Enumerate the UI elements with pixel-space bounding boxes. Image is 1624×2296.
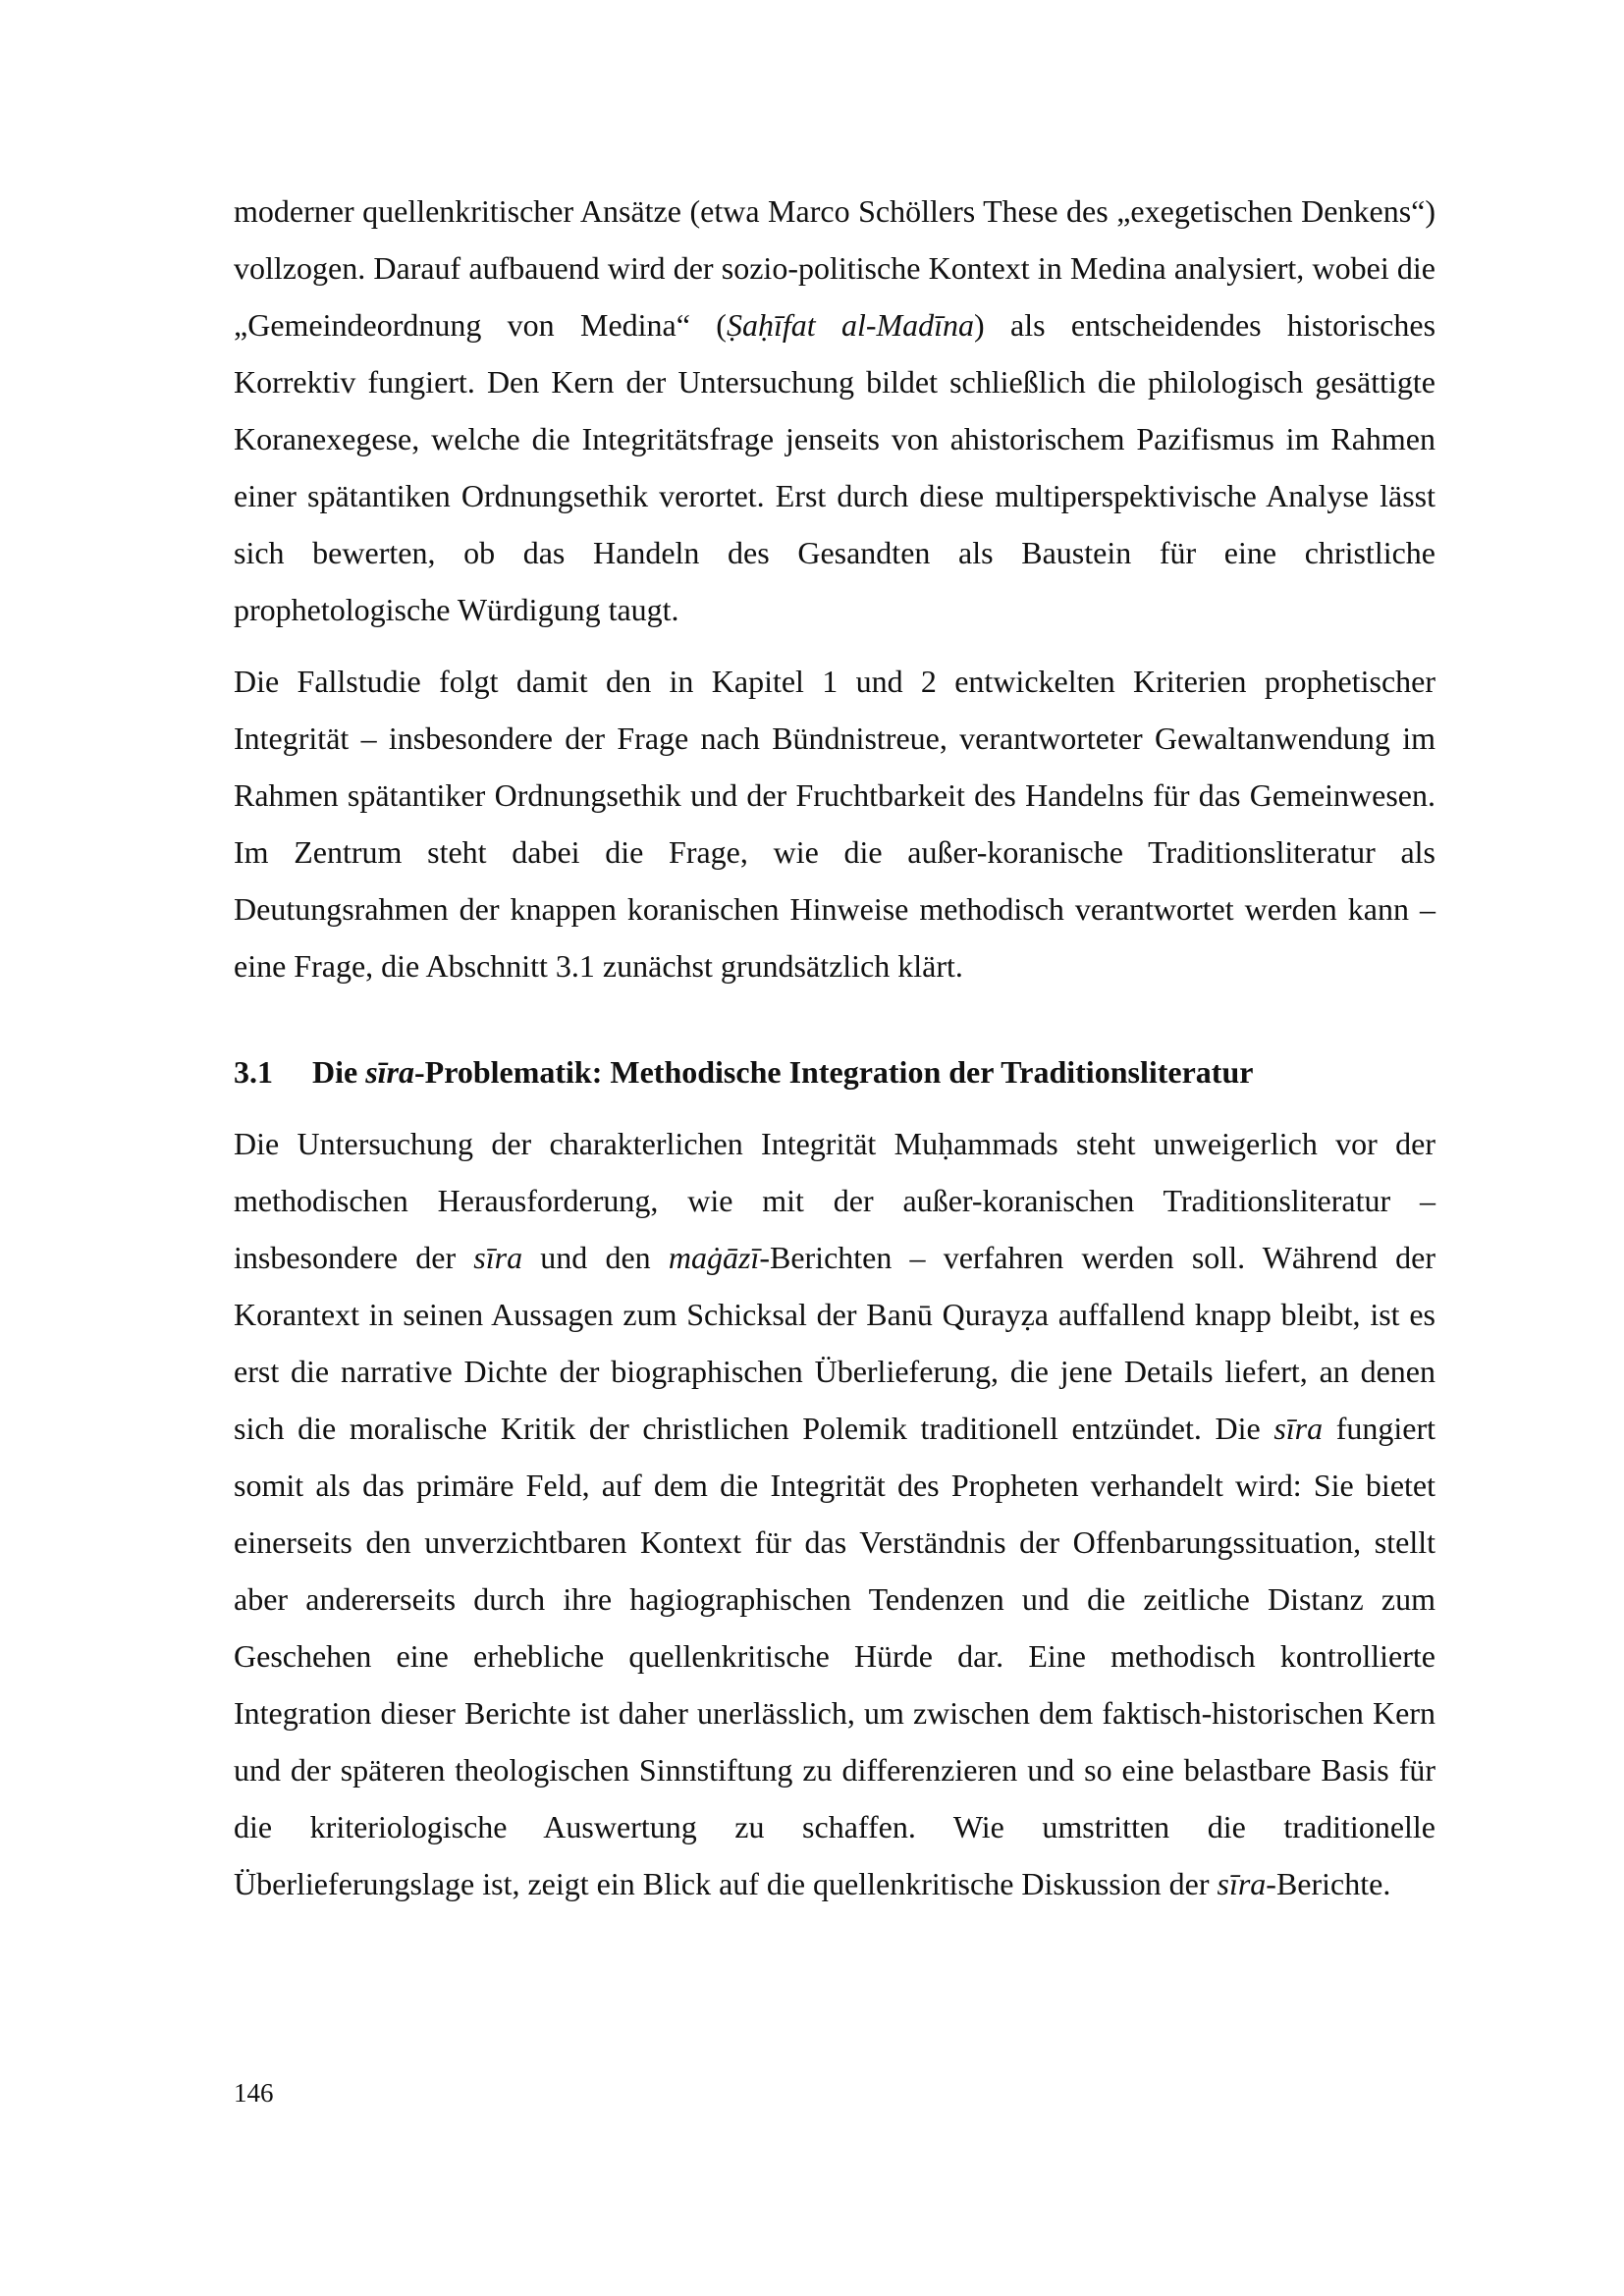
paragraph-sira-problem xyxy=(234,1115,1435,1912)
text-run: -Berichten – verfahren werden soll. Während der Korantext in seinen Aussagen zum Schicksal der Banū Qurayẓa auffallend knapp bleibt, ist es erst die narrative Dichte der biographischen Überlieferung, die jene Details liefert, an denen sich die moralische Kritik der christlichen Polemik traditionell entzündet. Die xyxy=(234,1240,1436,1446)
section-number: 3.1 xyxy=(234,1054,273,1090)
italic-term: Ṣaḥīfat al-Madīna xyxy=(726,307,975,343)
text-run: moderner quellenkritischer Ansätze (etwa Marco Schöllers These des „exegetischen Denkens“) vollzogen. Darauf aufbauend wird der sozio-politische Kontext in Medina analysiert, wobei die „Gemeindeordnung von Medina“ ( xyxy=(234,193,1435,343)
text-run: -Berichte. xyxy=(1266,1866,1391,1901)
heading-text: -Problematik: Methodische Integration der Traditionsliteratur xyxy=(414,1054,1254,1090)
text-run: und den xyxy=(522,1240,669,1275)
heading-text: Die xyxy=(312,1054,366,1090)
italic-term: sīra xyxy=(1217,1866,1267,1901)
italic-term: sīra xyxy=(473,1240,523,1275)
text-run: ) als entscheidendes historisches Korrektiv fungiert. Den Kern der Untersuchung bildet schließlich die philologisch gesättigte Koranexegese, welche die Integritätsfrage jenseits von ahistorischem Pazifismus im Rahmen einer spätantiken Ordnungsethik verortet. Erst durch diese multiperspektivische Analyse lässt sich bewerten, ob das Handeln des Gesandten als Baustein für eine christliche prophetologische Würdigung taugt. xyxy=(234,307,1436,627)
page-number: 146 xyxy=(234,2078,274,2108)
paragraph-intro-continuation xyxy=(234,183,1435,638)
heading-italic-term: sīra xyxy=(365,1054,414,1090)
paragraph-case-study xyxy=(234,653,1435,994)
italic-term: sīra xyxy=(1273,1411,1324,1446)
text-run: Die Untersuchung der charakterlichen Integrität Muḥammads steht unweigerlich vor der methodischen Herausforderung, wie mit der außer-koranischen Traditionsliteratur – insbesondere der xyxy=(234,1126,1435,1275)
italic-term: maġāzī xyxy=(668,1240,760,1275)
section-heading xyxy=(234,1043,1435,1100)
text-run: Die Fallstudie folgt damit den in Kapitel 1 und 2 entwickelten Kriterien prophetischer Integrität – insbesondere der Frage nach Bündnistreue, verantworteter Gewaltanwendung im Rahmen spätantiker Ordnungsethik und der Fruchtbarkeit des Handelns für das Gemeinwesen. Im Zentrum steht dabei die Frage, wie die außer-koranische Traditionsliteratur als Deutungsrahmen der knappen koranischen Hinweise methodisch verantwortet werden kann – eine Frage, die Abschnitt 3.1 zunächst grundsätzlich klärt. xyxy=(234,664,1435,984)
text-run: fungiert somit als das primäre Feld, auf dem die Integrität des Propheten verhandelt wird: Sie bietet einerseits den unverzichtbaren Kontext für das Verständnis der Offenbarungssituation, stellt aber andererseits durch ihre hagiographischen Tendenzen und die zeitliche Distanz zum Geschehen eine erhebliche quellenkritische Hürde dar. Eine methodisch kontrollierte Integration dieser Berichte ist daher unerlässlich, um zwischen dem faktisch-historischen Kern und der späteren theologischen Sinnstiftung zu differenzieren und so eine belastbare Basis für die kriteriologische Auswertung zu schaffen. Wie umstritten die traditionelle Überlieferungslage ist, zeigt ein Blick auf die quellenkritische Diskussion der xyxy=(234,1411,1436,1901)
